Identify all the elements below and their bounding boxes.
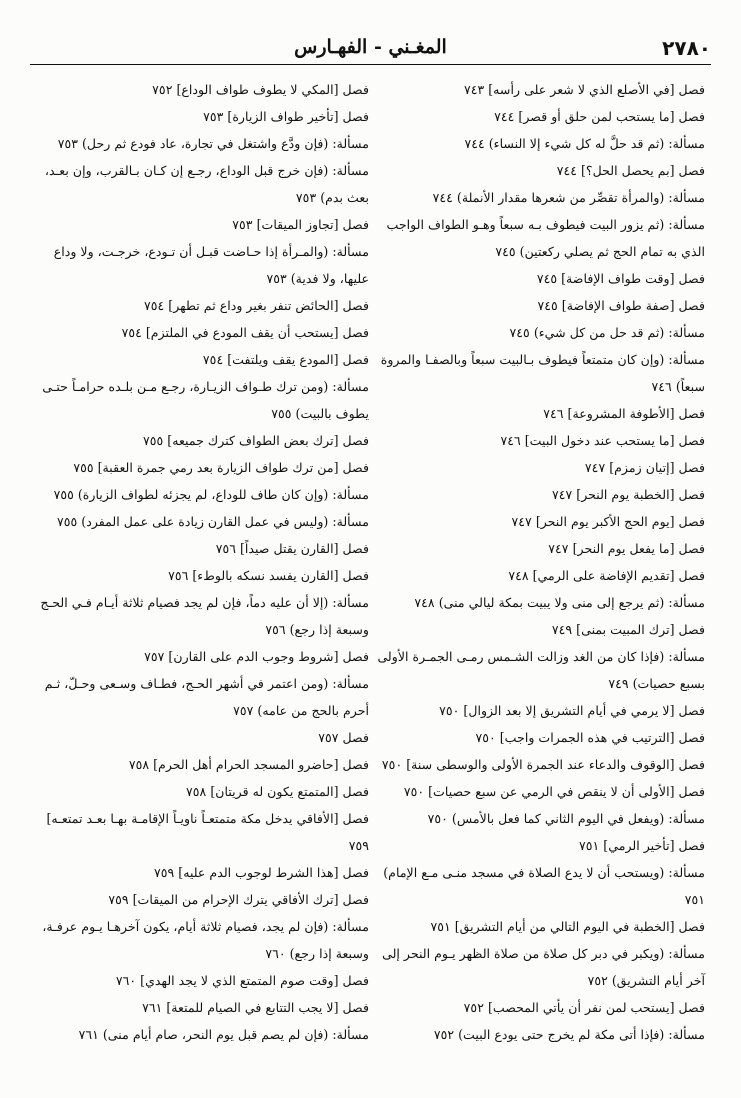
index-entry: مسألة: (وإن كان طاف للوداع، لم يجزئه لطواف الزيارة) ٧٥٥ [53, 487, 369, 502]
index-entry: مسألة: (والمرأة تقصِّر من شعرها مقدار الأنملة) ٧٤٤ [432, 190, 705, 205]
index-entry: فصل [ما يستحب عند دخول البيت] ٧٤٦ [500, 433, 705, 448]
index-entry: فصل ٧٥٧ [318, 730, 369, 745]
index-entry: فصل [وقت طواف الإفاضة] ٧٤٥ [536, 271, 705, 286]
index-entry: مسألة: (ومن ترك طـواف الزيـارة، رجـع مـن بلـده حرامـاً حتـى يطوف بالبيت) ٧٥٥ [42, 379, 369, 421]
index-entry: مسألة: (ثم قد حل من كل شيء) ٧٤٥ [509, 325, 705, 340]
index-entry: فصل [يستحب أن يقف المودع في الملتزم] ٧٥٤ [121, 325, 369, 340]
index-entry: فصل [الحائض تنفر بغير وداع ثم تطهر] ٧٥٤ [144, 298, 369, 313]
index-entry: فصل [ما يفعل يوم النحر] ٧٤٧ [548, 541, 705, 556]
index-entry: مسألة: (ويكبر في دبر كل صلاة من صلاة الظهر يـوم النحر إلى آخر أيام التشريق) ٧٥٢ [382, 946, 705, 988]
index-entry: فصل [بم يحصل الحل؟] ٧٤٤ [556, 163, 705, 178]
index-entry: فصل [تجاوز الميقات] ٧٥٣ [232, 217, 369, 232]
index-entry: فصل [من ترك طواف الزيارة بعد رمي جمرة العقبة] ٧٥٥ [73, 460, 369, 475]
index-entry: فصل [يستحب لمن نفر أن يأتي المحصب] ٧٥٢ [463, 1000, 705, 1015]
index-entry: فصل [يوم الحج الأكبر يوم النحر] ٧٤٧ [511, 514, 705, 529]
index-entry: فصل [ترك بعض الطواف كترك جميعه] ٧٥٥ [142, 433, 369, 448]
page-number: ٢٧٨٠ [662, 36, 711, 60]
index-entry: مسألة: (ثم يرجع إلى منى ولا يبيت بمكة ليالي منى) ٧٤٨ [414, 595, 705, 610]
index-entry: مسألة: (فإن لم يصم قبل يوم النحر، صام أيام منى) ٧٦١ [78, 1027, 369, 1042]
index-entry: فصل [تأخير الرمي] ٧٥١ [578, 838, 705, 853]
index-entry: مسألة: (ومن اعتمر في أشهر الحـج، فطـاف وسـعى وحـلّ، ثـم أحرم بالحج من عامه) ٧٥٧ [44, 676, 369, 718]
index-entry: فصل [وقت صوم المتمتع الذي لا يجد الهدي] ٧٦٠ [115, 973, 369, 988]
index-entry: فصل [الأولى أن لا ينقص في الرمي عن سبع حصيات] ٧٥٠ [403, 784, 705, 799]
index-entry: مسألة: (فإن لم يجد، فصيام ثلاثة أيام، يكون آخرهـا يـوم عرفـة، وسبعة إذا رجع) ٧٦٠ [42, 919, 369, 961]
index-entry: فصل [الترتيب في هذه الجمرات واجب] ٧٥٠ [475, 730, 705, 745]
index-entry: فصل [المودع يقف ويلتفت] ٧٥٤ [202, 352, 369, 367]
index-entry: مسألة: (ثم قد حلَّ له كل شيء إلا النساء) ٧٤٤ [464, 136, 705, 151]
index-entry: فصل [الخطبة في اليوم التالي من أيام التشريق] ٧٥١ [430, 919, 705, 934]
index-entry: فصل [لا يجب التتابع في الصيام للمتعة] ٧٦١ [142, 1000, 369, 1015]
index-entry: فصل [الأفاقي يدخل مكة متمتعـاً ناويـاً الإقامـة بهـا بعـد تمتعـه] ٧٥٩ [46, 811, 369, 853]
index-entry: مسألة: (والمـرأة إذا حـاضت قبـل أن تـودع، خرجـت، ولا وداع عليها، ولا فدية) ٧٥٣ [53, 244, 369, 286]
index-entry: فصل [حاضرو المسجد الحرام أهل الحرم] ٧٥٨ [128, 757, 369, 772]
header-rule [30, 64, 711, 65]
index-entry: مسألة: (ويستحب أن لا يدع الصلاة في مسجد منـى مـع الإمام) ٧٥١ [383, 865, 705, 907]
index-entry: فصل [هذا الشرط لوجوب الدم عليه] ٧٥٩ [153, 865, 369, 880]
index-entry: فصل [تأخير طواف الزيارة] ٧٥٣ [203, 109, 369, 124]
index-entry: فصل [الوقوف والدعاء عند الجمرة الأولى والوسطى سنة] ٧٥٠ [381, 757, 705, 772]
index-entry: فصل [الأطوفة المشروعة] ٧٤٦ [543, 406, 705, 421]
index-entry: مسألة: (ويفعل في اليوم الثاني كما فعل بالأمس) ٧٥٠ [427, 811, 705, 826]
index-entry: فصل [ما يستحب لمن حلق أو قصر] ٧٤٤ [494, 109, 705, 124]
index-entry: فصل [في الأصلع الذي لا شعر على رأسه] ٧٤٣ [463, 82, 705, 97]
index-entry: فصل [صفة طواف الإفاضة] ٧٤٥ [537, 298, 705, 313]
index-entry: مسألة: (فإذا كان من الغد وزالت الشـمس رمـى الجمـرة الأولى بسبع حصيات) ٧٤٩ [377, 649, 705, 691]
index-entry: فصل [إتيان زمزم] ٧٤٧ [584, 460, 705, 475]
index-entry: مسألة: (فإن ودَّع واشتغل في تجارة، عاد فودع ثم رحل) ٧٥٣ [57, 136, 369, 151]
index-entry: مسألة: (فإن خرج قبل الوداع، رجـع إن كـان بـالقرب، وإن بعـد، بعث بدم) ٧٥٣ [44, 163, 369, 205]
index-entry: مسألة: (وليس في عمل القارن زيادة على عمل المفرد) ٧٥٥ [57, 514, 369, 529]
index-entry: مسألة: (إلا أن عليه دماً، فإن لم يجد فصيام ثلاثة أيـام فـي الحـج وسبعة إذا رجع) ٧٥٦ [40, 595, 369, 637]
index-column-left [36, 76, 369, 1048]
index-entry: فصل [القارن يقتل صيداً] ٧٥٦ [215, 541, 369, 556]
index-entry: فصل [الخطبة يوم النحر] ٧٤٧ [552, 487, 705, 502]
index-entry: فصل [المتمتع يكون له قريتان] ٧٥٨ [186, 784, 369, 799]
index-entry: فصل [لا يرمي في أيام التشريق إلا بعد الزوال] ٧٥٠ [439, 703, 705, 718]
index-entry: فصل [تقديم الإفاضة على الرمي] ٧٤٨ [508, 568, 705, 583]
index-column-right [372, 76, 705, 1048]
index-entry: فصل [القارن يفسد نسكه بالوطء] ٧٥٦ [168, 568, 369, 583]
index-entry: مسألة: (فإذا أتى مكة لم يخرج حتى يودع البيت) ٧٥٢ [433, 1027, 705, 1042]
index-entry: مسألة: (ثم يزور البيت فيطوف بـه سبعاً وهـو الطواف الواجب الذي به تمام الحج ثم يصلي ركعتين) ٧٤٥ [386, 217, 705, 259]
running-title: المغـني - الفهـارس [294, 36, 447, 58]
index-entry: مسألة: (وإن كان متمتعاً فيطوف بـالبيت سبعاً وبالصفـا والمروة سبعاً) ٧٤٦ [380, 352, 705, 394]
index-entry: فصل [المكي لا يطوف طواف الوداع] ٧٥٢ [152, 82, 369, 97]
index-entry: فصل [ترك المبيت بمنى] ٧٤٩ [551, 622, 705, 637]
index-entry: فصل [ترك الأفاقي يترك الإحرام من الميقات] ٧٥٩ [108, 892, 369, 907]
index-entry: فصل [شروط وجوب الدم على القارن] ٧٥٧ [144, 649, 369, 664]
page-header [30, 30, 711, 62]
